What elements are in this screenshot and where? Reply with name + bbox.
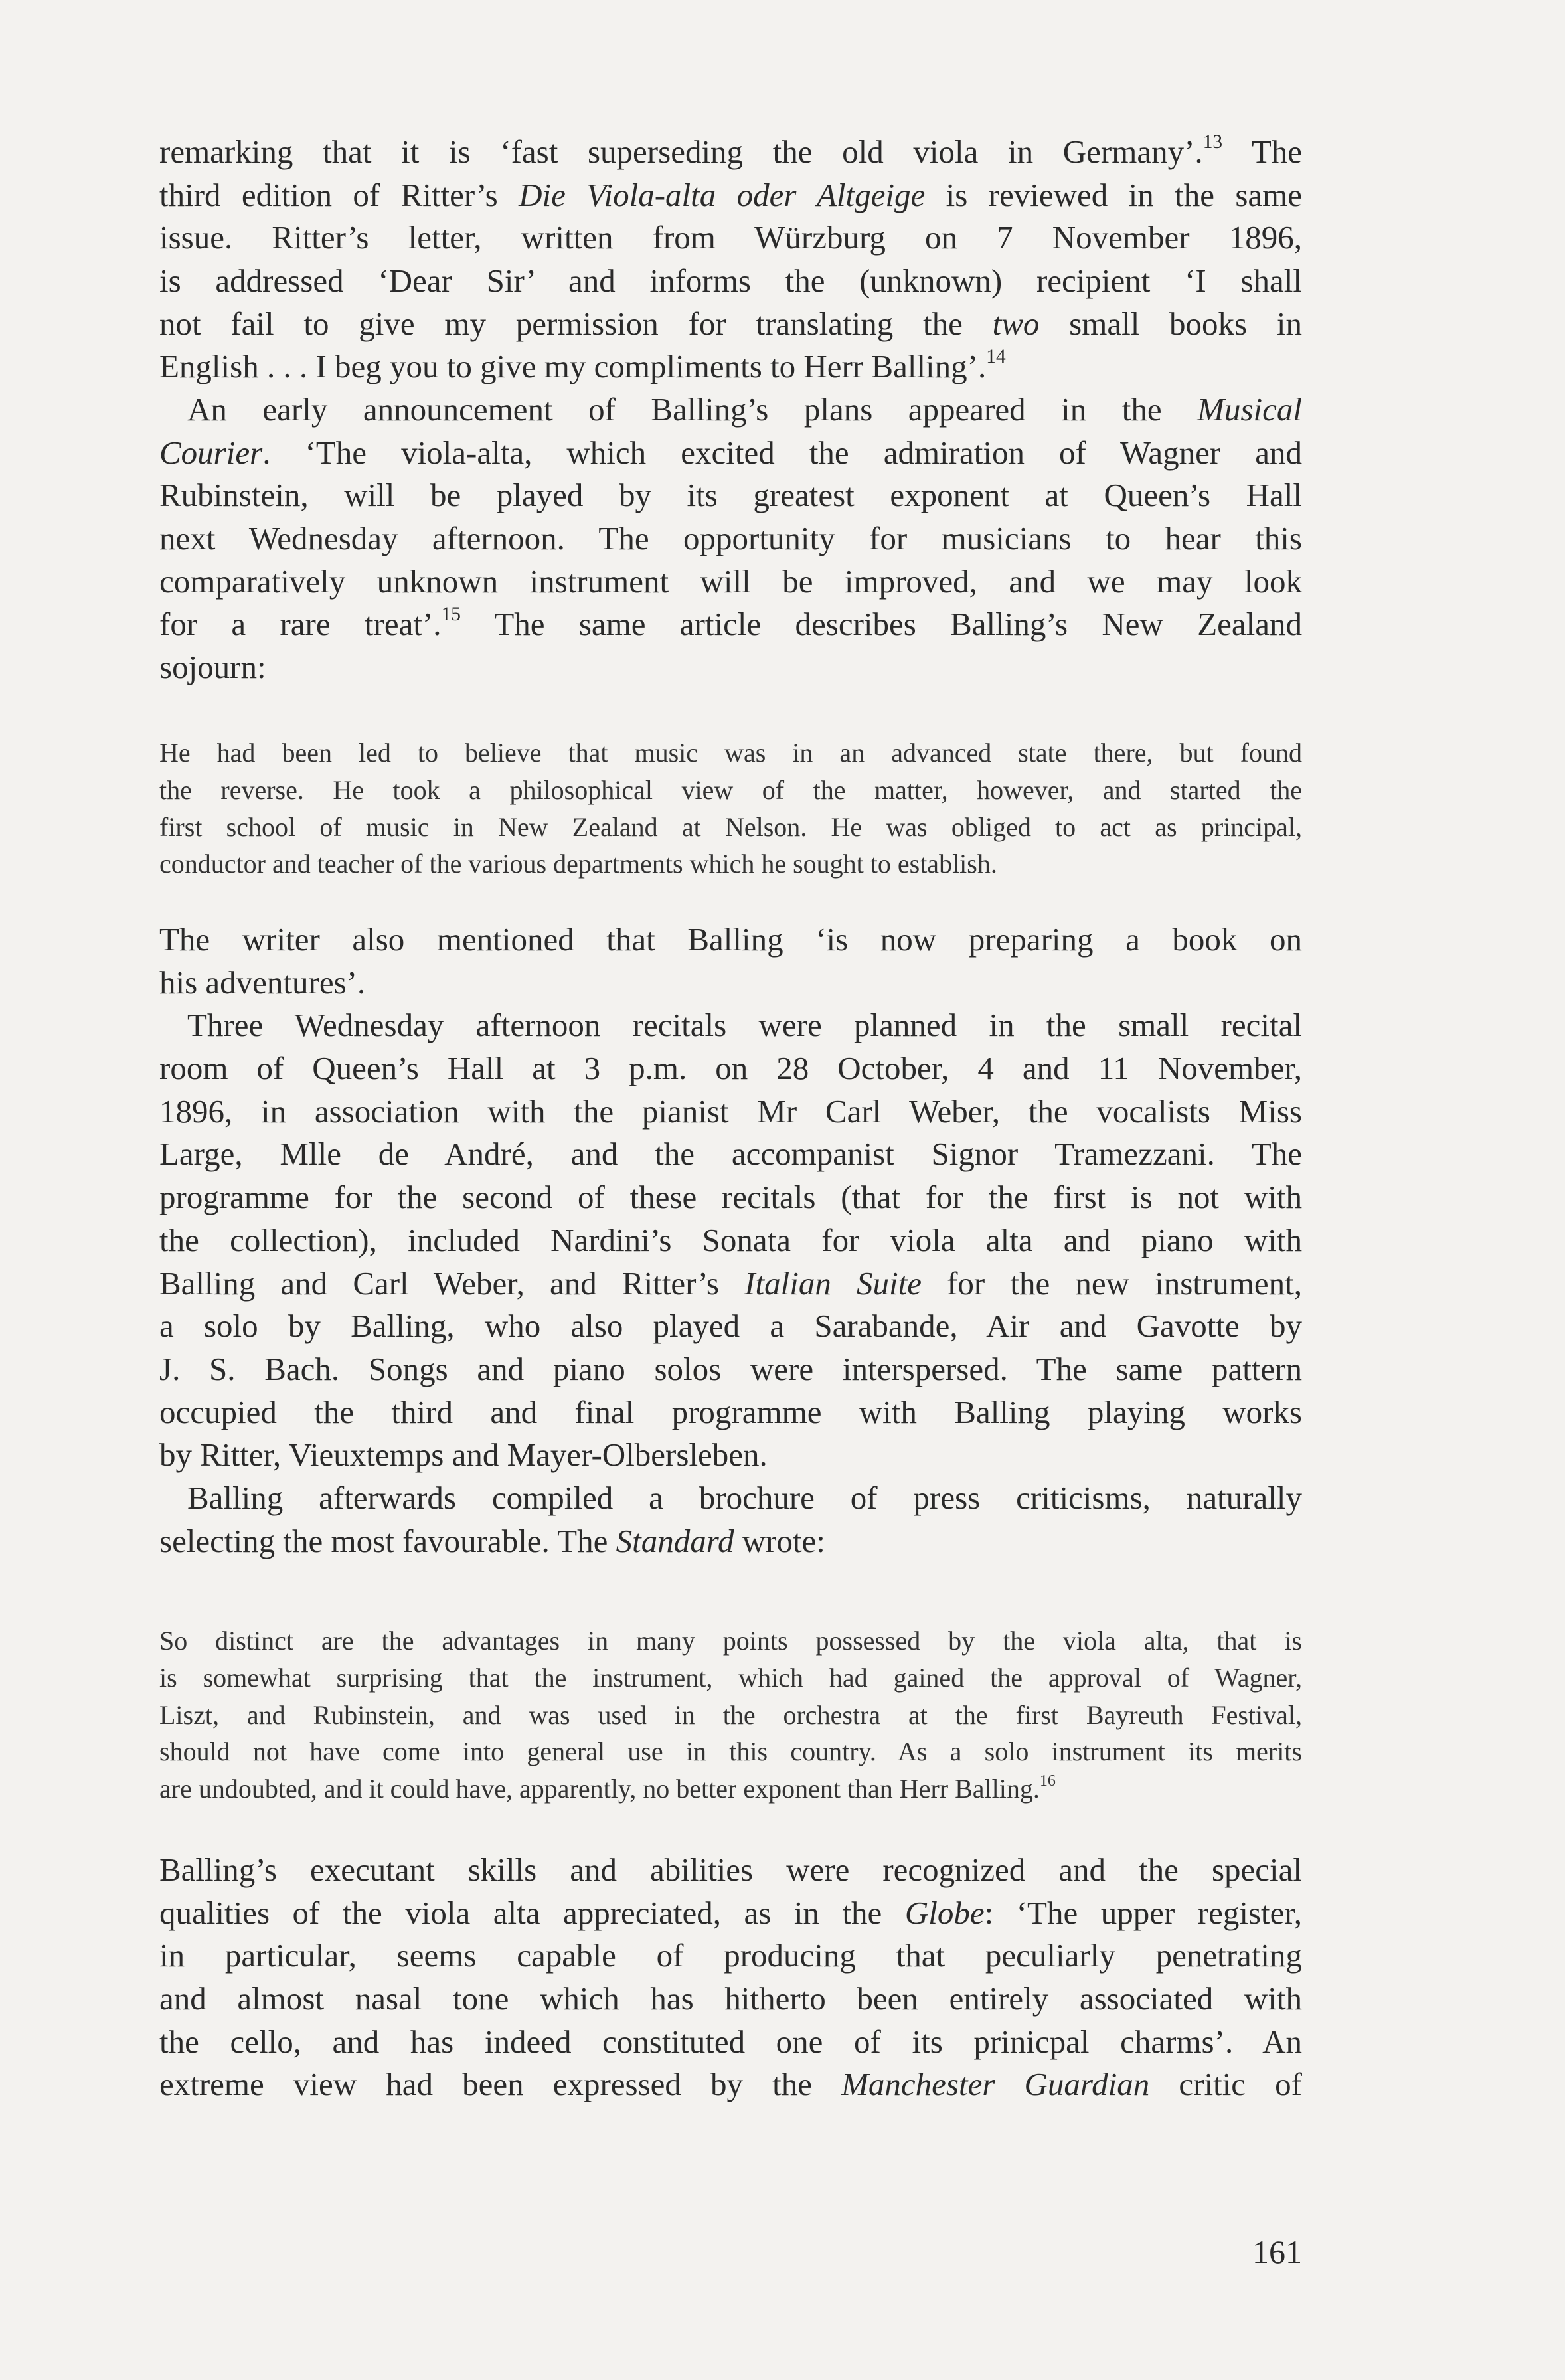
text-run: Balling’s executant skills and abilities were recognized and the special <box>159 1851 1302 1888</box>
text-line <box>159 1176 1302 1219</box>
text-run: Balling afterwards compiled a brochure of press criticisms, naturally <box>187 1479 1302 1516</box>
text-line <box>159 1770 1302 1808</box>
paragraph-ritter-letter <box>159 131 1302 388</box>
text-line <box>159 303 1302 346</box>
text-line <box>159 1348 1302 1391</box>
text-line <box>159 216 1302 260</box>
text-run: remarking that it is ‘fast superseding the old viola in Germany’. <box>159 133 1203 170</box>
text-line <box>159 2021 1302 2064</box>
text-run: selecting the most favourable. The <box>159 1522 616 1559</box>
text-run: An early announcement of Balling’s plans appeared in the <box>187 391 1198 428</box>
text-line <box>159 1520 1302 1563</box>
text-run: and almost nasal tone which has hitherto been entirely associated with <box>159 1980 1302 2017</box>
text-line <box>159 560 1302 604</box>
text-run: is somewhat surprising that the instrument, which had gained the approval of Wagner, <box>159 1662 1302 1693</box>
text-run: are undoubted, and it could have, apparently, no better exponent than Herr Balling. <box>159 1774 1040 1804</box>
text-run: The <box>1222 133 1303 170</box>
text-run: the cello, and has indeed constituted one of its prinicpal charms’. An <box>159 2023 1302 2060</box>
text-run: extreme view had been expressed by the <box>159 2066 842 2103</box>
text-line <box>159 1262 1302 1306</box>
text-run: . ‘The viola-alta, which excited the admiration of Wagner and <box>262 434 1302 471</box>
text-line <box>159 734 1302 772</box>
italic-title: Musical <box>1197 391 1302 428</box>
text-line <box>159 1659 1302 1697</box>
block-quote-new-zealand <box>159 734 1302 883</box>
text-line <box>159 1622 1302 1659</box>
text-run: 1896, in association with the pianist Mr Carl Weber, the vocalists Miss <box>159 1092 1302 1130</box>
text-run: conductor and teacher of the various departments which he sought to establish. <box>159 849 997 879</box>
text-line <box>159 1090 1302 1134</box>
text-run: the reverse. He took a philosophical view of the matter, however, and started the <box>159 774 1302 805</box>
text-line <box>159 918 1302 962</box>
text-run: is addressed ‘Dear Sir’ and informs the (unknown) recipient ‘I shall <box>159 262 1302 299</box>
footnote-marker: 15 <box>441 604 461 626</box>
text-run: Three Wednesday afternoon recitals were planned in the small recital <box>187 1007 1302 1044</box>
text-run: He had been led to believe that music was in an advanced state there, but found <box>159 738 1302 768</box>
italic-title: Courier <box>159 434 263 471</box>
text-run: is reviewed in the same <box>925 176 1303 213</box>
text-run: comparatively unknown instrument will be improved, and we may look <box>159 562 1302 600</box>
text-line <box>159 962 1302 1005</box>
text-run: not fail to give my permission for translating the <box>159 305 993 342</box>
italic-title: Standard <box>616 1522 734 1559</box>
text-run: issue. Ritter’s letter, written from Würzburg on 7 November 1896, <box>159 219 1302 256</box>
text-run: the collection), included Nardini’s Sonata for viola alta and piano with <box>159 1221 1302 1258</box>
text-run: occupied the third and final programme with Balling playing works <box>159 1393 1302 1430</box>
text-run: Liszt, and Rubinstein, and was used in the orchestra at the first Bayreuth Festival, <box>159 1699 1302 1730</box>
text-line <box>159 1934 1302 1978</box>
text-line <box>159 1219 1302 1262</box>
paragraphs-recitals <box>159 918 1302 1563</box>
text-line <box>159 174 1302 217</box>
text-run: a solo by Balling, who also played a Sarabande, Air and Gavotte by <box>159 1308 1302 1345</box>
footnote-marker: 14 <box>986 346 1006 368</box>
text-run: : ‘The upper register, <box>984 1894 1302 1931</box>
text-line <box>159 1978 1302 2021</box>
text-line <box>159 1849 1302 1892</box>
text-line <box>159 772 1302 809</box>
italic-title: Die Viola-alta oder Altgeige <box>519 176 926 213</box>
text-line <box>159 260 1302 303</box>
text-run: The writer also mentioned that Balling ‘is now preparing a book on <box>159 921 1302 958</box>
text-run: sojourn: <box>159 649 266 686</box>
paragraph-musical-courier <box>159 388 1302 689</box>
text-run: Rubinstein, will be played by its greatest exponent at Queen’s Hall <box>159 477 1302 514</box>
text-run: should not have come into general use in this country. As a solo instrument its merits <box>159 1737 1302 1767</box>
text-line <box>159 809 1302 846</box>
italic-title: Manchester Guardian <box>841 2066 1150 2103</box>
block-quote-standard <box>159 1622 1302 1808</box>
text-line <box>159 345 1302 388</box>
text-run: small books in <box>1039 305 1302 342</box>
text-line <box>159 1697 1302 1734</box>
text-run: Balling and Carl Weber, and Ritter’s <box>159 1264 745 1302</box>
italic-title: Globe <box>904 1894 985 1931</box>
paragraph-globe <box>159 1849 1302 2106</box>
text-line <box>159 1391 1302 1434</box>
text-run: third edition of Ritter’s <box>159 176 519 213</box>
text-run: first school of music in New Zealand at Nelson. He was obliged to act as principal, <box>159 811 1302 842</box>
text-line <box>159 1892 1302 1935</box>
text-run: programme for the second of these recitals (that for the first is not with <box>159 1179 1302 1216</box>
footnote-marker: 16 <box>1039 1772 1056 1790</box>
text-run: wrote: <box>734 1522 825 1559</box>
text-line <box>159 1047 1302 1090</box>
text-run: Large, Mlle de André, and the accompanist Signor Tramezzani. The <box>159 1136 1302 1173</box>
text-run: J. S. Bach. Songs and piano solos were interspersed. The same pattern <box>159 1350 1302 1387</box>
text-run: for a rare treat’. <box>159 606 442 643</box>
text-line <box>159 1477 1302 1520</box>
text-run: in particular, seems capable of producing that peculiarly penetrating <box>159 1937 1302 1974</box>
text-line <box>159 1733 1302 1770</box>
italic-title: two <box>992 305 1040 342</box>
page-number: 161 <box>1252 2233 1302 2270</box>
text-run: his adventures’. <box>159 964 366 1001</box>
text-run: qualities of the viola alta appreciated, as in the <box>159 1894 905 1931</box>
footnote-marker: 13 <box>1202 131 1223 153</box>
text-line <box>159 131 1302 174</box>
text-line <box>159 388 1302 432</box>
text-run: critic of <box>1149 2066 1302 2103</box>
text-run: by Ritter, Vieuxtemps and Mayer-Olbersleben. <box>159 1436 768 1474</box>
text-run: So distinct are the advantages in many points possessed by the viola alta, that is <box>159 1626 1302 1656</box>
text-line <box>159 2063 1302 2106</box>
text-line <box>159 432 1302 475</box>
text-line <box>159 845 1302 883</box>
text-run: room of Queen’s Hall at 3 p.m. on 28 October, 4 and 11 November, <box>159 1050 1302 1087</box>
text-line <box>159 1133 1302 1176</box>
text-line <box>159 1305 1302 1348</box>
text-line <box>159 1434 1302 1477</box>
text-run: for the new instrument, <box>921 1264 1302 1302</box>
text-run: The same article describes Balling’s New Zealand <box>460 606 1302 643</box>
text-line <box>159 646 1302 689</box>
text-line <box>159 603 1302 646</box>
text-run: English . . . I beg you to give my compliments to Herr Balling’. <box>159 348 987 385</box>
text-line <box>159 474 1302 517</box>
text-run: next Wednesday afternoon. The opportunity for musicians to hear this <box>159 520 1302 557</box>
text-line <box>159 1004 1302 1047</box>
italic-title: Italian Suite <box>744 1264 922 1302</box>
text-line <box>159 517 1302 560</box>
